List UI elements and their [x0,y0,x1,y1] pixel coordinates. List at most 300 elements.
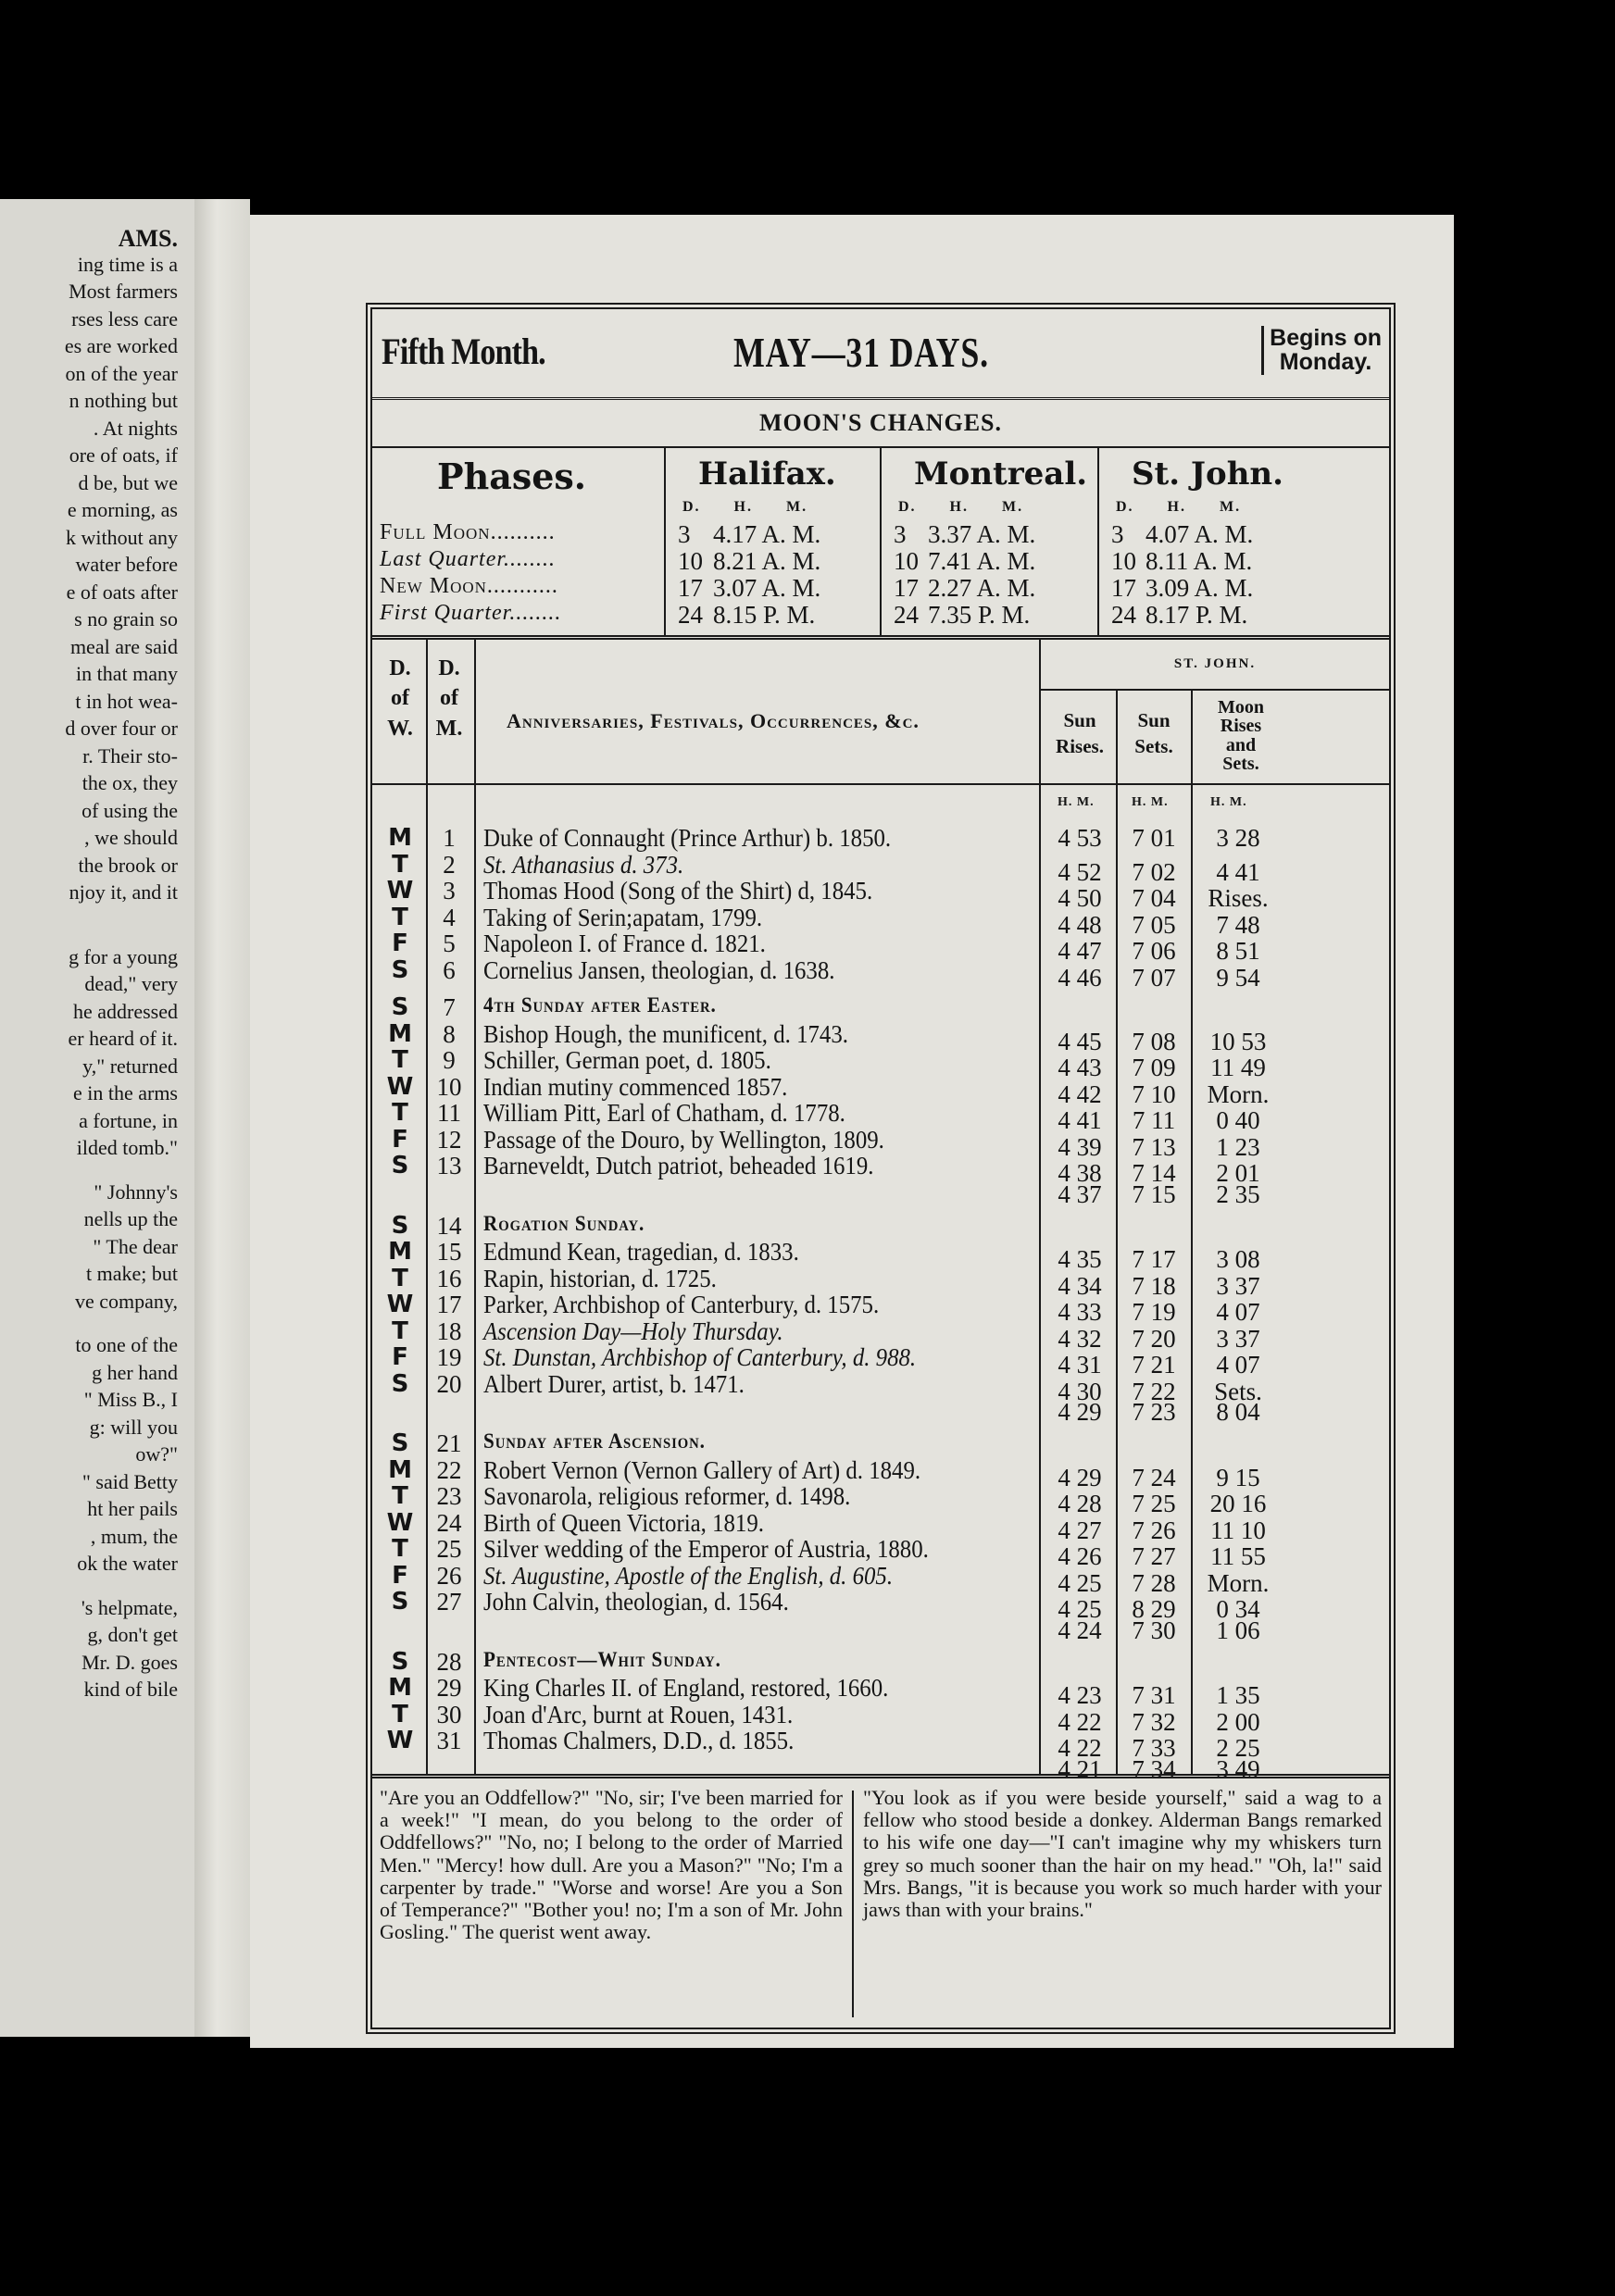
table-head-rule [372,783,1389,785]
left-page-line: " The dear [93,1234,178,1258]
sun-sets: 7 02 [1132,857,1176,886]
day-of-week: T [392,850,408,879]
sun-sets: 7 05 [1132,910,1176,939]
event-text: St. Athanasius d. 373. [483,850,684,879]
event-text: John Calvin, theologian, d. 1564. [483,1588,789,1616]
day-of-week: F [392,1561,408,1590]
day-row [372,1429,1389,1456]
day-of-week: S [391,1588,409,1616]
sun-rises-heading-2: Rises. [1056,735,1104,758]
event-text: Parker, Archbishop of Canterbury, d. 1575. [483,1291,880,1318]
st-john-time: 4.07 A. M. [1146,520,1254,548]
city-halifax: Halifax. [698,455,836,493]
st-john-heading: ST. JOHN. [1173,656,1257,671]
day-of-month: 22 [436,1455,462,1484]
phases-heading: Phases. [437,455,587,497]
sun-sets: 7 27 [1132,1542,1176,1570]
event-text: Ascension Day—Holy Thursday. [483,1316,783,1345]
event-text: Napoleon I. of France d. 1821. [483,930,766,957]
sun-sets: 7 20 [1132,1324,1176,1353]
day-of-month: 9 [443,1046,456,1074]
left-page-line: Most farmers [69,280,178,303]
phase-name: Last Quarter........ [380,547,557,571]
left-page-line: g, don't get [87,1623,178,1646]
moon-rises-sets: Sets. [1214,1377,1262,1405]
phase-name: First Quarter........ [380,601,562,625]
sun-sets: 7 28 [1132,1568,1176,1597]
sun-rises: 4 29 [1058,1398,1102,1426]
left-page-line: he addressed [72,999,178,1023]
day-row [372,1019,1389,1055]
left-page-line: t make; but [86,1262,178,1285]
event-text: Albert Durer, artist, b. 1471. [483,1369,745,1398]
day-of-week: S [391,993,409,1021]
hm-label-rises: H. M. [1058,795,1095,809]
sun-sets: 7 23 [1132,1398,1176,1426]
day-row [372,1455,1389,1491]
halifax-cols: D. H. M. [682,499,808,515]
day-of-week: W [386,1291,414,1318]
moon-rises-sets: 0 34 [1216,1595,1260,1623]
day-of-week: W [386,1072,414,1101]
left-page-line: ore of oats, if [69,443,178,467]
moon-rises-heading-2: Rises [1220,716,1262,737]
moon-rises-heading-4: Sets. [1222,754,1259,775]
day-of-month: 14 [436,1211,462,1240]
month-title: Fifth Month. [382,331,545,372]
day-of-month: 1 [443,824,456,852]
left-page-line: n nothing but [69,389,178,412]
day-of-month: 19 [436,1343,462,1371]
sun-rises: 4 35 [1058,1245,1102,1273]
moon-rises-sets: 3 37 [1216,1271,1260,1300]
joke-divider [852,1791,854,2017]
montreal-time: 3.37 A. M. [928,520,1036,548]
day-of-week: T [392,1046,408,1074]
sun-sets: 7 13 [1132,1132,1176,1161]
phases-divider-1 [664,448,666,635]
left-page-line: r. Their sto- [82,743,178,767]
day-of-week: T [392,1482,408,1510]
phase-name: Full Moon.......... [380,520,556,544]
left-page-line: es are worked [64,334,178,357]
day-of-week: T [392,1264,408,1292]
sun-sets: 7 14 [1132,1159,1176,1187]
sun-sets: 7 26 [1132,1516,1176,1544]
day-of-week: F [392,1343,408,1371]
day-of-week: W [386,877,414,905]
sun-rises: 4 30 [1058,1377,1102,1405]
montreal-day: 17 [894,574,919,602]
moon-rises-sets: 11 49 [1210,1054,1266,1081]
sun-rises: 4 52 [1058,857,1102,886]
event-text: Rapin, historian, d. 1725. [483,1264,717,1292]
st-john-time: 3.09 A. M. [1146,574,1254,602]
day-of-week: W [386,1727,414,1754]
begins-line-1: Begins on [1270,325,1382,351]
sun-rises: 4 46 [1058,963,1102,992]
dw-heading [382,654,419,743]
halifax-day: 24 [678,601,703,629]
moon-rises-sets: 9 15 [1216,1463,1260,1491]
begins-note [1261,326,1382,375]
montreal-time: 2.27 A. M. [928,574,1036,602]
day-row [372,1291,1389,1326]
sun-rises: 4 41 [1058,1106,1102,1134]
left-page-line: ing time is a [77,252,178,276]
sun-rises: 4 48 [1058,910,1102,939]
day-of-month: 29 [436,1674,462,1702]
montreal-day: 24 [894,601,919,629]
day-of-month: 12 [436,1125,462,1154]
left-page-fragment [0,199,194,2037]
sun-rises: 4 33 [1058,1298,1102,1326]
day-of-month: 4 [443,903,456,931]
day-row [372,1396,1389,1426]
moon-rises-heading-1: Moon [1218,697,1264,718]
sun-sets: 7 33 [1132,1734,1176,1762]
event-text: Silver wedding of the Emperor of Austria, 1880. [483,1535,929,1563]
day-of-month: 31 [436,1727,462,1754]
day-of-month: 17 [436,1291,462,1318]
day-row [372,877,1389,912]
left-page-line: g: will you [89,1415,178,1439]
sun-sets: 7 11 [1132,1106,1176,1134]
day-of-month: 13 [436,1152,462,1179]
joke-whiskers: "You look as if you were beside yourself," said a wag to a fellow who stood beside a donkey. Alderman Bangs remarked to his wife one day—"I can't imagine why my whiskers turn grey so much sooner than the hair on my head." "Oh, la!" said Mrs. Bangs, "it is because you work so much harder with your jaws than with your brains." [863,1786,1382,1921]
day-row [372,1508,1389,1544]
moon-rises-sets: 11 10 [1210,1516,1266,1544]
phases-divider-3 [1097,448,1099,635]
city-montreal: Montreal. [914,455,1088,493]
day-of-week: M [388,1455,412,1484]
left-page-line: the brook or [78,853,178,877]
sun-rises: 4 39 [1058,1132,1102,1161]
left-page-line: " said Betty [81,1469,178,1493]
almanac-page [250,215,1454,2048]
moon-rises-sets: 0 40 [1216,1106,1260,1134]
left-page-line: kind of bile [83,1678,178,1701]
event-text: Indian mutiny commenced 1857. [483,1072,788,1101]
left-page-line: ht her pails [87,1497,178,1520]
day-of-month: 8 [443,1019,456,1048]
left-page-line: . At nights [93,416,178,440]
sun-sets: 7 18 [1132,1271,1176,1300]
day-of-month: 3 [443,877,456,905]
moon-rises-sets: 3 08 [1216,1245,1260,1273]
left-page-line: e morning, as [67,498,178,521]
sun-rises-heading-1: Sun [1063,709,1096,731]
left-page-line: on of the year [65,361,178,385]
dm-heading [430,654,469,743]
day-of-month: 10 [436,1072,462,1101]
day-row [372,930,1389,965]
moon-rises-sets: 8 51 [1216,937,1260,965]
halifax-time: 8.15 P. M. [713,601,816,629]
day-row [372,1264,1389,1300]
day-row [372,1561,1389,1597]
day-of-month: 24 [436,1508,462,1537]
day-row [372,824,1389,851]
left-page-line: er heard of it. [68,1027,178,1050]
sun-rises: 4 50 [1058,884,1102,912]
left-page-line: a fortune, in [79,1108,178,1132]
phase-name: New Moon........... [380,574,558,598]
day-of-week: S [391,1211,409,1240]
day-of-month: 7 [443,993,456,1021]
moon-rises-sets: Morn. [1207,1079,1270,1108]
hm-label-moon: H. M. [1210,795,1247,809]
sun-sets: 7 25 [1132,1490,1176,1517]
dw-heading-2: of [391,686,409,711]
sun-rises: 4 22 [1058,1734,1102,1762]
day-of-week: T [392,1316,408,1345]
day-row [372,1046,1389,1081]
joke-oddfellow: "Are you an Oddfellow?" "No, sir; I've been married for a week!" "I mean, do you belong to the order of Oddfellows?" "No, no; I belong to the order of Married Men." "Mercy! how dull. Are you a Mason?" "No; I'm a carpenter by trade." "Worse and worse! Are you a Son of Temperance?" "Bother you! no; I'm a son of Mr. John Gosling." The querist went away. [380,1786,843,1944]
st-john-day: 10 [1111,547,1136,575]
day-of-month: 6 [443,955,456,984]
moon-rises-sets: 10 53 [1209,1027,1267,1055]
moon-rises-sets: 4 41 [1216,857,1260,886]
sun-rises: 4 23 [1058,1681,1102,1709]
calendar-frame [366,303,1396,2034]
city-st-john: St. John. [1132,455,1283,493]
day-of-month: 11 [437,1099,461,1127]
day-of-week: T [392,903,408,931]
day-of-week: S [391,1369,409,1398]
left-page-line: ow?" [135,1442,178,1466]
day-of-week: T [392,1700,408,1728]
event-text: Birth of Queen Victoria, 1819. [483,1508,764,1537]
left-page-line: g for a young [69,944,178,968]
sun-rises: 4 27 [1058,1516,1102,1544]
dw-heading-3: W. [387,716,413,741]
day-row [372,1727,1389,1762]
day-of-month: 16 [436,1264,462,1292]
sun-rises: 4 37 [1058,1179,1102,1208]
sun-rises: 4 47 [1058,937,1102,965]
sun-rises: 4 45 [1058,1027,1102,1055]
moon-rises-heading [1195,698,1287,774]
day-of-month: 28 [436,1647,462,1676]
day-of-week: S [391,1429,409,1457]
sun-rises: 4 25 [1058,1568,1102,1597]
sun-sets-heading [1120,707,1187,760]
left-page-line: , mum, the [90,1524,178,1548]
moon-rises-sets: 3 49 [1216,1754,1260,1783]
halifax-time: 4.17 A. M. [713,520,821,548]
day-row [372,1238,1389,1273]
sun-rises-heading [1046,707,1113,760]
day-of-month: 2 [443,850,456,879]
day-row [372,1535,1389,1570]
sun-rises: 4 29 [1058,1463,1102,1491]
left-page-line: ve company, [75,1289,178,1313]
day-row [372,1179,1389,1208]
moon-rises-sets: 3 28 [1216,824,1260,852]
montreal-time: 7.35 P. M. [928,601,1031,629]
event-text: Cornelius Jansen, theologian, d. 1638. [483,955,835,984]
event-text: Schiller, German poet, d. 1805. [483,1046,771,1074]
day-of-week: M [388,1674,412,1702]
sun-rises: 4 28 [1058,1490,1102,1517]
day-of-week: M [388,1238,412,1266]
day-of-month: 18 [436,1316,462,1345]
day-row [372,1212,1389,1239]
sun-rises: 4 38 [1058,1159,1102,1187]
moons-changes-title: MOON'S CHANGES. [758,409,1003,436]
day-of-month: 5 [443,930,456,957]
day-row [372,1482,1389,1517]
left-page-line: ilded tomb." [76,1136,178,1159]
moon-rises-sets: 3 37 [1216,1324,1260,1353]
left-page-line: Mr. D. goes [81,1650,178,1674]
event-text: 4th Sunday after Easter. [483,993,717,1017]
moon-rises-sets: 1 06 [1216,1616,1260,1644]
moon-rises-heading-3: and [1225,734,1257,755]
left-page-line: e of oats after [66,580,178,604]
event-text: King Charles II. of England, restored, 1660. [483,1674,889,1702]
montreal-time: 7.41 A. M. [928,547,1036,575]
day-of-week: F [392,930,408,957]
sun-sets: 7 01 [1132,824,1176,852]
dw-heading-1: D. [389,656,411,680]
day-row [372,955,1389,992]
begins-line-2: Monday. [1279,349,1372,376]
sun-rises: 4 24 [1058,1616,1102,1644]
day-row [372,850,1389,886]
halifax-time: 3.07 A. M. [713,574,821,602]
dm-heading-1: D. [438,656,460,680]
sun-sets: 7 22 [1132,1377,1176,1405]
event-text: Duke of Connaught (Prince Arthur) b. 1850. [483,824,892,852]
events-heading: Anniversaries, Festivals, Occurrences, &c. [507,709,920,732]
sun-rises: 4 31 [1058,1351,1102,1379]
montreal-day: 10 [894,547,919,575]
dm-heading-3: M. [435,716,463,741]
moon-rises-sets: 11 55 [1210,1542,1266,1570]
halifax-day: 10 [678,547,703,575]
st-john-day: 24 [1111,601,1136,629]
halifax-day: 17 [678,574,703,602]
sun-rises: 4 25 [1058,1595,1102,1623]
days-title: MAY—31 DAYS. [733,329,989,376]
halifax-time: 8.21 A. M. [713,547,821,575]
moon-rises-sets: 2 35 [1216,1179,1260,1208]
sun-sets: 7 21 [1132,1351,1176,1379]
left-page-line: ok the water [77,1552,178,1575]
sun-rises: 4 21 [1058,1754,1102,1783]
st-john-day: 3 [1111,520,1124,548]
sun-sets: 7 07 [1132,963,1176,992]
sun-sets-heading-2: Sets. [1134,735,1173,758]
day-row [372,1125,1389,1161]
left-page-line: the ox, they [81,771,178,794]
moon-rises-sets: Rises. [1208,884,1269,912]
event-text: Taking of Serin;apatam, 1799. [483,903,763,931]
phases-bottom-rule [372,635,1389,640]
sun-sets: 7 08 [1132,1027,1176,1055]
left-page-line: to one of the [75,1333,178,1356]
sun-rises: 4 34 [1058,1271,1102,1300]
day-of-week: F [392,1125,408,1154]
day-of-month: 20 [436,1369,462,1398]
day-row [372,1369,1389,1405]
left-page-line: dead," very [84,972,178,995]
day-of-week: M [388,1019,412,1048]
sun-rises: 4 42 [1058,1079,1102,1108]
sun-rises: 4 32 [1058,1324,1102,1353]
left-page-line: d be, but we [78,470,178,494]
moon-rises-sets: 1 35 [1216,1681,1260,1709]
sun-sets: 8 29 [1132,1595,1176,1623]
day-row [372,1072,1389,1108]
event-text: Sunday after Ascension. [483,1429,706,1453]
moon-rises-sets: 1 23 [1216,1132,1260,1161]
day-row [372,903,1389,939]
left-page-line: nells up the [83,1207,178,1230]
moon-rises-sets: 7 48 [1216,910,1260,939]
left-page-line: k without any [66,525,178,549]
moon-rises-sets: 8 04 [1216,1398,1260,1426]
event-text: Joan d'Arc, burnt at Rouen, 1431. [483,1700,794,1728]
event-text: Edmund Kean, tragedian, d. 1833. [483,1238,799,1266]
left-page-line: of using the [81,798,178,822]
dm-heading-2: of [440,686,458,711]
day-of-week: S [391,1647,409,1676]
st-john-time: 8.17 P. M. [1146,601,1248,629]
phases-divider-2 [880,448,882,635]
sun-sets: 7 31 [1132,1681,1176,1709]
left-page-line: s no grain so [74,607,178,630]
moon-rises-sets: 4 07 [1216,1298,1260,1326]
day-of-week: W [386,1508,414,1537]
event-text: William Pitt, Earl of Chatham, d. 1778. [483,1099,845,1127]
left-page-line: " Johnny's [94,1179,178,1204]
st-john-cols: D. H. M. [1116,499,1242,515]
day-of-week: T [392,1535,408,1563]
sun-sets: 7 32 [1132,1707,1176,1736]
sun-rises: 4 22 [1058,1707,1102,1736]
day-of-month: 15 [436,1238,462,1266]
sun-sets: 7 15 [1132,1179,1176,1208]
event-text: Thomas Chalmers, D.D., d. 1855. [483,1727,795,1754]
moon-rises-sets: 20 16 [1209,1490,1267,1517]
sun-sets: 7 24 [1132,1463,1176,1491]
left-page-line: njoy it, and it [69,880,178,904]
event-text: St. Augustine, Apostle of the English, d. 605. [483,1561,894,1590]
moon-rises-sets: 9 54 [1216,963,1260,992]
day-of-month: 30 [436,1700,462,1728]
sun-sets-heading-1: Sun [1137,709,1171,731]
sun-rises: 4 53 [1058,824,1102,852]
day-of-month: 27 [436,1588,462,1616]
left-page-line: meal are said [69,634,178,658]
day-of-week: T [392,1099,408,1127]
event-text: Pentecost—Whit Sunday. [483,1647,721,1671]
day-of-week: S [391,1152,409,1179]
st-john-rule [1039,689,1389,691]
sun-sets: 7 19 [1132,1298,1176,1326]
left-page-line: e in the arms [72,1081,178,1104]
day-of-week: M [388,824,412,852]
day-row [372,1152,1389,1187]
day-row [372,1615,1389,1644]
day-of-week: S [391,955,409,984]
left-page-line: " Miss B., I [83,1388,178,1411]
left-page-line: , we should [84,826,178,849]
table-bottom-rule [372,1774,1389,1778]
